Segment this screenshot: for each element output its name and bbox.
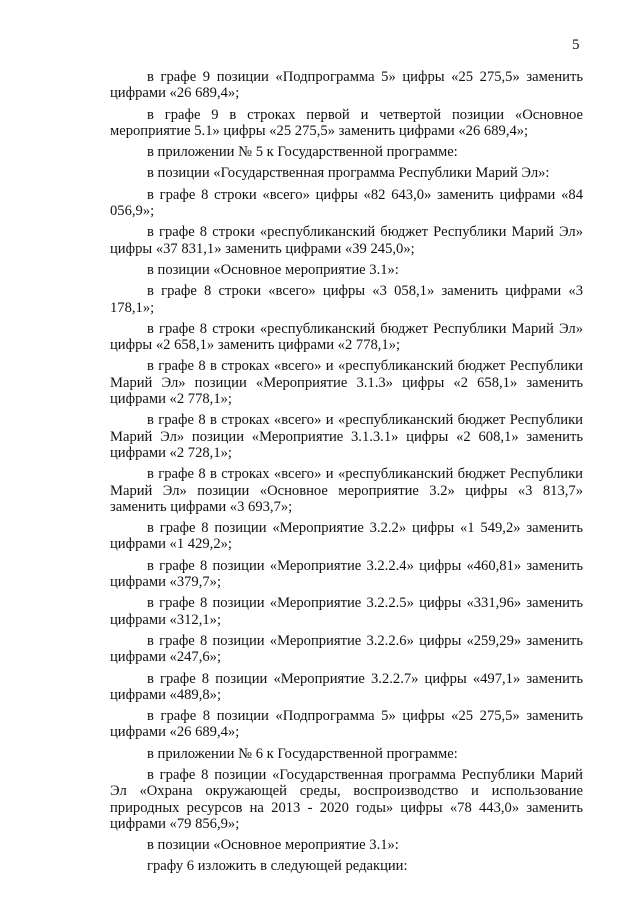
paragraph: в приложении № 6 к Государственной программе: <box>147 745 458 762</box>
paragraph: в позиции «Основное мероприятие 3.1»: <box>147 837 399 854</box>
page-number: 5 <box>572 37 580 53</box>
paragraph: в графе 9 в строках первой и четвертой позиции «Основное мероприятие 5.1» цифры «25 275,5» заменить цифрами «26 689,4»; <box>110 106 583 139</box>
paragraph: в графе 9 позиции «Подпрограмма 5» цифры «25 275,5» заменить цифрами «26 689,4»; <box>110 69 583 102</box>
paragraph: в графе 8 строки «всего» цифры «82 643,0» заменить цифрами «84 056,9»; <box>110 186 583 220</box>
paragraph: в графе 8 строки «всего» цифры «3 058,1» заменить цифрами «3 178,1»; <box>110 283 583 316</box>
paragraph: в графе 8 строки «республиканский бюджет Республики Марий Эл» цифры «2 658,1» заменить цифрами «2 778,1»; <box>110 320 583 354</box>
paragraph: в графе 8 позиции «Мероприятие 3.2.2» цифры «1 549,2» заменить цифрами «1 429,2»; <box>110 520 583 553</box>
paragraph: графу 6 изложить в следующей редакции: <box>147 858 408 875</box>
document-body <box>110 69 583 880</box>
paragraph: в графе 8 позиции «Мероприятие 3.2.2.6» цифры «259,29» заменить цифрами «247,6»; <box>110 632 583 666</box>
paragraph: в графе 8 в строках «всего» и «республиканский бюджет Республики Марий Эл» позиции «Мероприятие 3.1.3» цифры «2 658,1» заменить цифрами «2 778,1»; <box>110 358 583 408</box>
paragraph: в графе 8 строки «республиканский бюджет Республики Марий Эл» цифры «37 831,1» заменить цифрами «39 245,0»; <box>110 224 583 257</box>
paragraph: в графе 8 позиции «Государственная программа Республики Марий Эл «Охрана окружающей среды, воспроизводство и использование природных ресурсов на 2013 - 2020 годы» цифры «78 443,0» заменить цифрами «79 856,9»; <box>110 766 583 832</box>
paragraph: в позиции «Основное мероприятие 3.1»: <box>147 261 399 278</box>
paragraph: в графе 8 в строках «всего» и «республиканский бюджет Республики Марий Эл» позиции «Мероприятие 3.1.3.1» цифры «2 608,1» заменить цифрами «2 728,1»; <box>110 412 583 461</box>
paragraph: в графе 8 позиции «Мероприятие 3.2.2.7» цифры «497,1» заменить цифрами «489,8»; <box>110 670 583 703</box>
paragraph: в графе 8 позиции «Подпрограмма 5» цифры «25 275,5» заменить цифрами «26 689,4»; <box>110 708 583 741</box>
paragraph: в графе 8 позиции «Мероприятие 3.2.2.4» цифры «460,81» заменить цифрами «379,7»; <box>110 557 583 591</box>
paragraph: в графе 8 позиции «Мероприятие 3.2.2.5» цифры «331,96» заменить цифрами «312,1»; <box>110 595 583 628</box>
paragraph: в графе 8 в строках «всего» и «республиканский бюджет Республики Марий Эл» позиции «Основное мероприятие 3.2» цифры «3 813,7» заменить цифрами «3 693,7»; <box>110 466 583 515</box>
paragraph: в позиции «Государственная программа Республики Марий Эл»: <box>147 165 550 182</box>
paragraph: в приложении № 5 к Государственной программе: <box>147 144 458 161</box>
